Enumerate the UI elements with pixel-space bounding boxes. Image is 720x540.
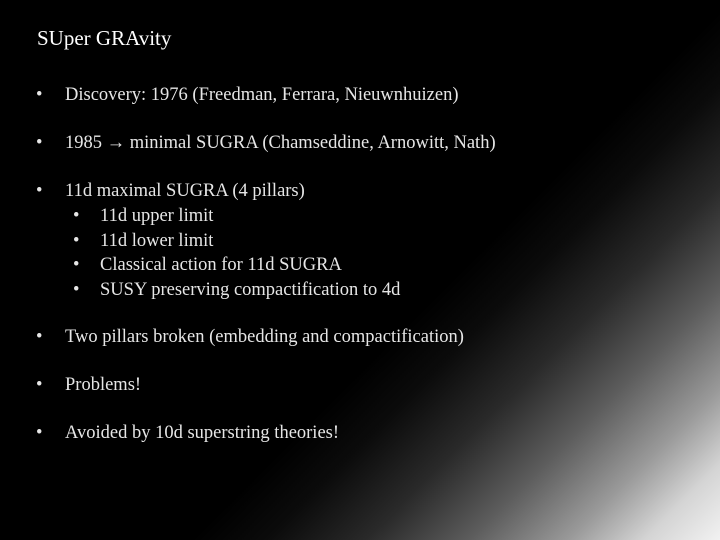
bullet-icon: • xyxy=(36,375,43,395)
bullet-item-minimal-sugra xyxy=(36,130,696,156)
bullet-text: Discovery: 1976 (Freedman, Ferrara, Nieuwnhuizen) xyxy=(65,85,459,105)
bullet-icon: • xyxy=(36,423,43,443)
bullet-text: 11d maximal SUGRA (4 pillars) xyxy=(65,181,305,201)
bullet-icon: • xyxy=(73,206,80,226)
sub-bullet-item xyxy=(65,253,696,278)
bullet-item-superstring xyxy=(36,420,696,446)
bullet-list xyxy=(36,82,696,468)
bullet-icon: • xyxy=(73,255,80,275)
bullet-item-problems xyxy=(36,372,696,398)
sub-bullet-list xyxy=(65,204,696,302)
sub-bullet-item xyxy=(65,229,696,254)
bullet-item-pillars-broken xyxy=(36,324,696,350)
sub-bullet-text: Classical action for 11d SUGRA xyxy=(100,255,342,275)
bullet-text: 1985 → minimal SUGRA (Chamseddine, Arnowitt, Nath) xyxy=(65,133,496,153)
sub-bullet-item xyxy=(65,204,696,229)
bullet-text: Avoided by 10d superstring theories! xyxy=(65,423,340,443)
bullet-icon: • xyxy=(73,230,80,251)
bullet-item-maximal-sugra xyxy=(36,178,696,302)
slide-title: SUper GRAvity xyxy=(37,26,172,50)
sub-bullet-text: 11d lower limit xyxy=(100,230,214,251)
bullet-icon: • xyxy=(36,85,43,105)
sub-bullet-text: SUSY preserving compactification to 4d xyxy=(100,279,401,300)
bullet-icon: • xyxy=(36,133,43,153)
bullet-icon: • xyxy=(36,327,43,347)
bullet-text: Two pillars broken (embedding and compactification) xyxy=(65,327,464,347)
sub-bullet-text: 11d upper limit xyxy=(100,206,214,226)
bullet-item-discovery xyxy=(36,82,696,108)
sub-bullet-item xyxy=(65,278,696,303)
bullet-icon: • xyxy=(36,181,43,201)
bullet-icon: • xyxy=(73,279,80,300)
bullet-text: Problems! xyxy=(65,375,142,395)
